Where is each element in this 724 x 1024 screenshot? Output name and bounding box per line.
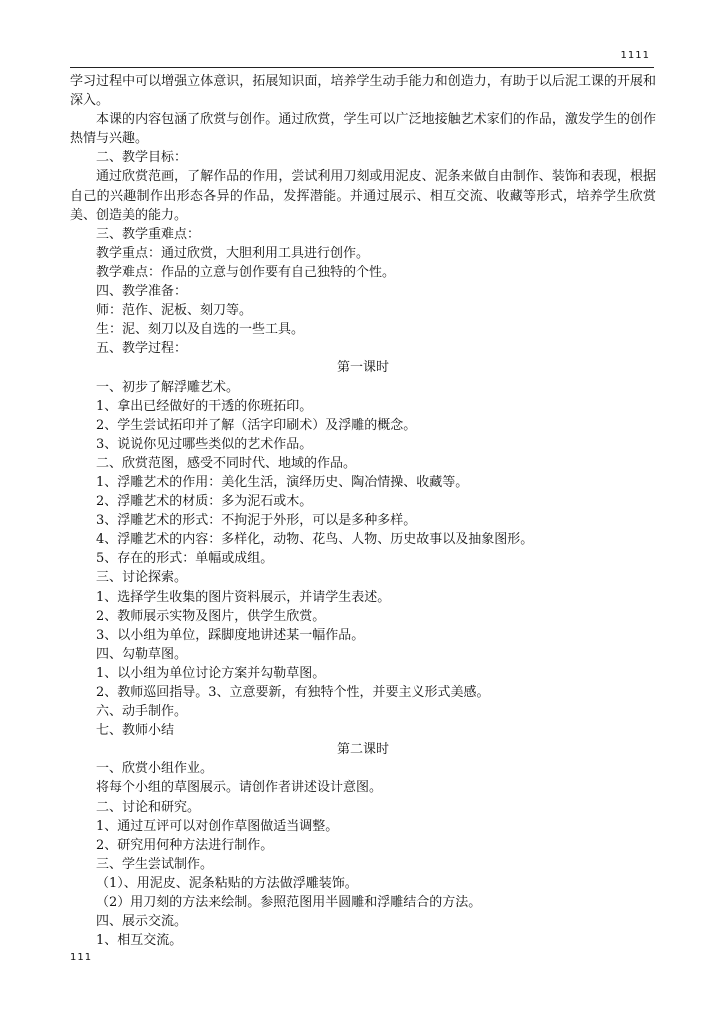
- section-heading: 二、教学目标：: [96, 150, 188, 166]
- list-item: 5、存在的形式：单幅或成组。: [96, 551, 274, 567]
- list-item: （2）用刀刻的方法来绘制。参照范图用半圆雕和浮雕结合的方法。: [96, 895, 482, 911]
- footer-page-number: 111: [70, 952, 93, 963]
- section-heading: 二、欣赏范图，感受不同时代、地域的作品。: [96, 455, 357, 471]
- list-item: 将每个小组的草图展示。请创作者讲述设计意图。: [96, 780, 383, 796]
- lesson-title: 第一课时: [336, 360, 389, 376]
- list-item: 1、选择学生收集的图片资料展示，并请学生表述。: [96, 589, 391, 605]
- header-rule: [70, 67, 654, 68]
- list-item: 1、通过互评可以对创作草图做适当调整。: [96, 818, 339, 834]
- list-item: 2、教师展示实物及图片，供学生欣赏。: [96, 608, 326, 624]
- list-item: 生：泥、刻刀以及自选的一些工具。: [96, 322, 305, 338]
- section-heading: 一、初步了解浮雕艺术。: [96, 379, 240, 395]
- section-heading: 二、讨论和研究。: [96, 799, 201, 815]
- list-item: 1、相互交流。: [96, 933, 183, 949]
- header-page-number: 1111: [620, 50, 650, 61]
- section-heading: 三、学生尝试制作。: [96, 856, 214, 872]
- list-item: 2、学生尝试拓印并了解（活字印刷术）及浮雕的概念。: [96, 417, 417, 433]
- list-item: 4、浮雕艺术的内容：多样化，动物、花鸟、人物、历史故事以及抽象图形。: [96, 532, 534, 548]
- list-item: 3、浮雕艺术的形式：不拘泥于外形，可以是多种多样。: [96, 513, 417, 529]
- section-heading: 四、勾勒草图。: [96, 646, 188, 662]
- list-item: 2、教师巡回指导。3、立意要新，有独特个性，并要主义形式美感。: [96, 685, 490, 700]
- section-heading: 七、教师小结: [96, 723, 175, 739]
- list-item: 2、浮雕艺术的材质：多为泥石或木。: [96, 494, 313, 510]
- section-heading: 五、教学过程：: [96, 341, 188, 357]
- list-item: 师：范作、泥板、刻刀等。: [96, 303, 253, 319]
- section-heading: 六、动手制作。: [96, 704, 188, 720]
- paragraph: 通过欣赏范画，了解作品的作用，尝试利用刀刻或用泥皮、泥条来做自由制作、装饰和表现，根据自己的兴趣制作出形态各异的作品，发挥潜能。并通过展示、相互交流、收藏等形式，培养学生欣赏美、创造美的能力。: [70, 169, 656, 223]
- section-heading: 三、讨论探索。: [96, 570, 188, 586]
- lesson-title: 第二课时: [336, 742, 389, 758]
- section-heading: 三、教学重难点：: [96, 226, 201, 242]
- paragraph: 学习过程中可以增强立体意识，拓展知识面，培养学生动手能力和创造力，有助于以后泥工课的开展和深入。: [70, 74, 656, 109]
- list-item: 3、以小组为单位，踩脚度地讲述某一幅作品。: [96, 627, 365, 643]
- list-item: 2、研究用何种方法进行制作。: [96, 837, 274, 853]
- section-heading: 四、教学准备：: [96, 284, 188, 300]
- list-item: 3、说说你见过哪些类似的艺术作品。: [96, 436, 313, 452]
- section-heading: 一、欣赏小组作业。: [96, 761, 214, 777]
- list-item: 教学难点：作品的立意与创作要有自己独特的个性。: [96, 264, 396, 280]
- list-item: 1、拿出已经做好的干透的你班拓印。: [96, 398, 313, 414]
- list-item: 教学重点：通过欣赏，大胆利用工具进行创作。: [96, 245, 370, 261]
- paragraph: 本课的内容包涵了欣赏与创作。通过欣赏，学生可以广泛地接触艺术家们的作品，激发学生的创作热情与兴趣。: [70, 112, 656, 147]
- list-item: 1、以小组为单位讨论方案并勾勒草图。: [96, 665, 326, 681]
- list-item: 1、浮雕艺术的作用：美化生活，演绎历史、陶冶情操、收藏等。: [96, 474, 469, 490]
- section-heading: 四、展示交流。: [96, 914, 188, 930]
- document-body: [70, 72, 656, 950]
- list-item: （1）、用泥皮、泥条粘贴的方法做浮雕装饰。: [96, 875, 358, 891]
